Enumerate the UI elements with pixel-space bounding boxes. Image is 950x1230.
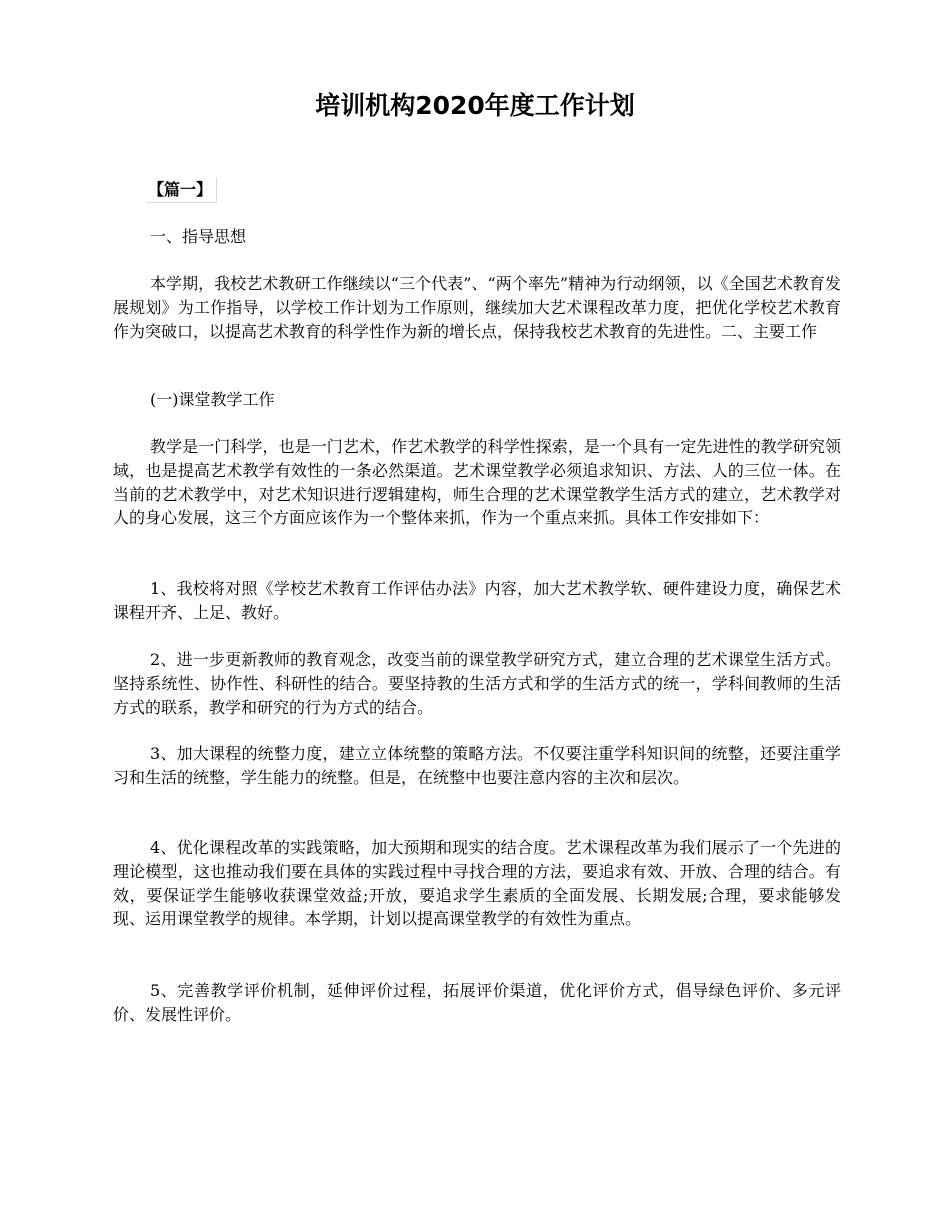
list-item-3: 3、加大课程的统整力度，建立立体统整的策略方法。不仅要注重学科知识间的统整，还要注重学习和生活的统整，学生能力的统整。但是，在统整中也要注意内容的主次和层次。: [113, 744, 841, 787]
list-item-5: 5、完善教学评价机制，延伸评价过程，拓展评价渠道，优化评价方式，倡导绿色评价、多元评价、发展性评价。: [113, 981, 841, 1024]
list-item-2: 2、进一步更新教师的教育观念，改变当前的课堂教学研究方式，建立合理的艺术课堂生活方式。坚持系统性、协作性、科研性的结合。要坚持教的生活方式和学的生活方式的统一，学科间教师的生活方式的联系，教学和研究的行为方式的结合。: [113, 650, 841, 717]
list-item-4: 4、优化课程改革的实践策略，加大预期和现实的结合度。艺术课程改革为我们展示了一个先进的理论模型，这也推动我们要在具体的实践过程中寻找合理的方法，要追求有效、开放、合理的结合。有效，要保证学生能够收获课堂效益;开放，要追求学生素质的全面发展、长期发展;合理，要求能够发现、运用课堂教学的规律。本学期，计划以提高课堂教学的有效性为重点。: [113, 838, 841, 929]
paragraph-teaching: 教学是一门科学，也是一门艺术，作艺术教学的科学性探索，是一个具有一定先进性的教学研究领域，也是提高艺术教学有效性的一条必然渠道。艺术课堂教学必须追求知识、方法、人的三位一体。在当前的艺术教学中，对艺术知识进行逻辑建构，师生合理的艺术课堂教学生活方式的建立，艺术教学对人的身心发展，这三个方面应该作为一个整体来抓，作为一个重点来抓。具体工作安排如下：: [113, 437, 841, 528]
heading-guiding-ideology: 一、指导思想: [150, 227, 247, 246]
section-tag: 【篇一】: [146, 178, 217, 203]
paragraph-intro: 本学期，我校艺术教研工作继续以“三个代表”、“两个率先”精神为行动纲领，以《全国艺术教育发展规划》为工作指导，以学校工作计划为工作原则，继续加大艺术课程改革力度，把优化学校艺术教育作为突破口，以提高艺术教育的科学性作为新的增长点，保持我校艺术教育的先进性。二、主要工作: [113, 274, 841, 341]
list-item-1: 1、我校将对照《学校艺术教育工作评估办法》内容，加大艺术教学软、硬件建设力度，确保艺术课程开齐、上足、教好。: [113, 579, 841, 622]
document-title: 培训机构2020年度工作计划: [315, 91, 635, 120]
heading-classroom-teaching: (一)课堂教学工作: [150, 390, 275, 409]
